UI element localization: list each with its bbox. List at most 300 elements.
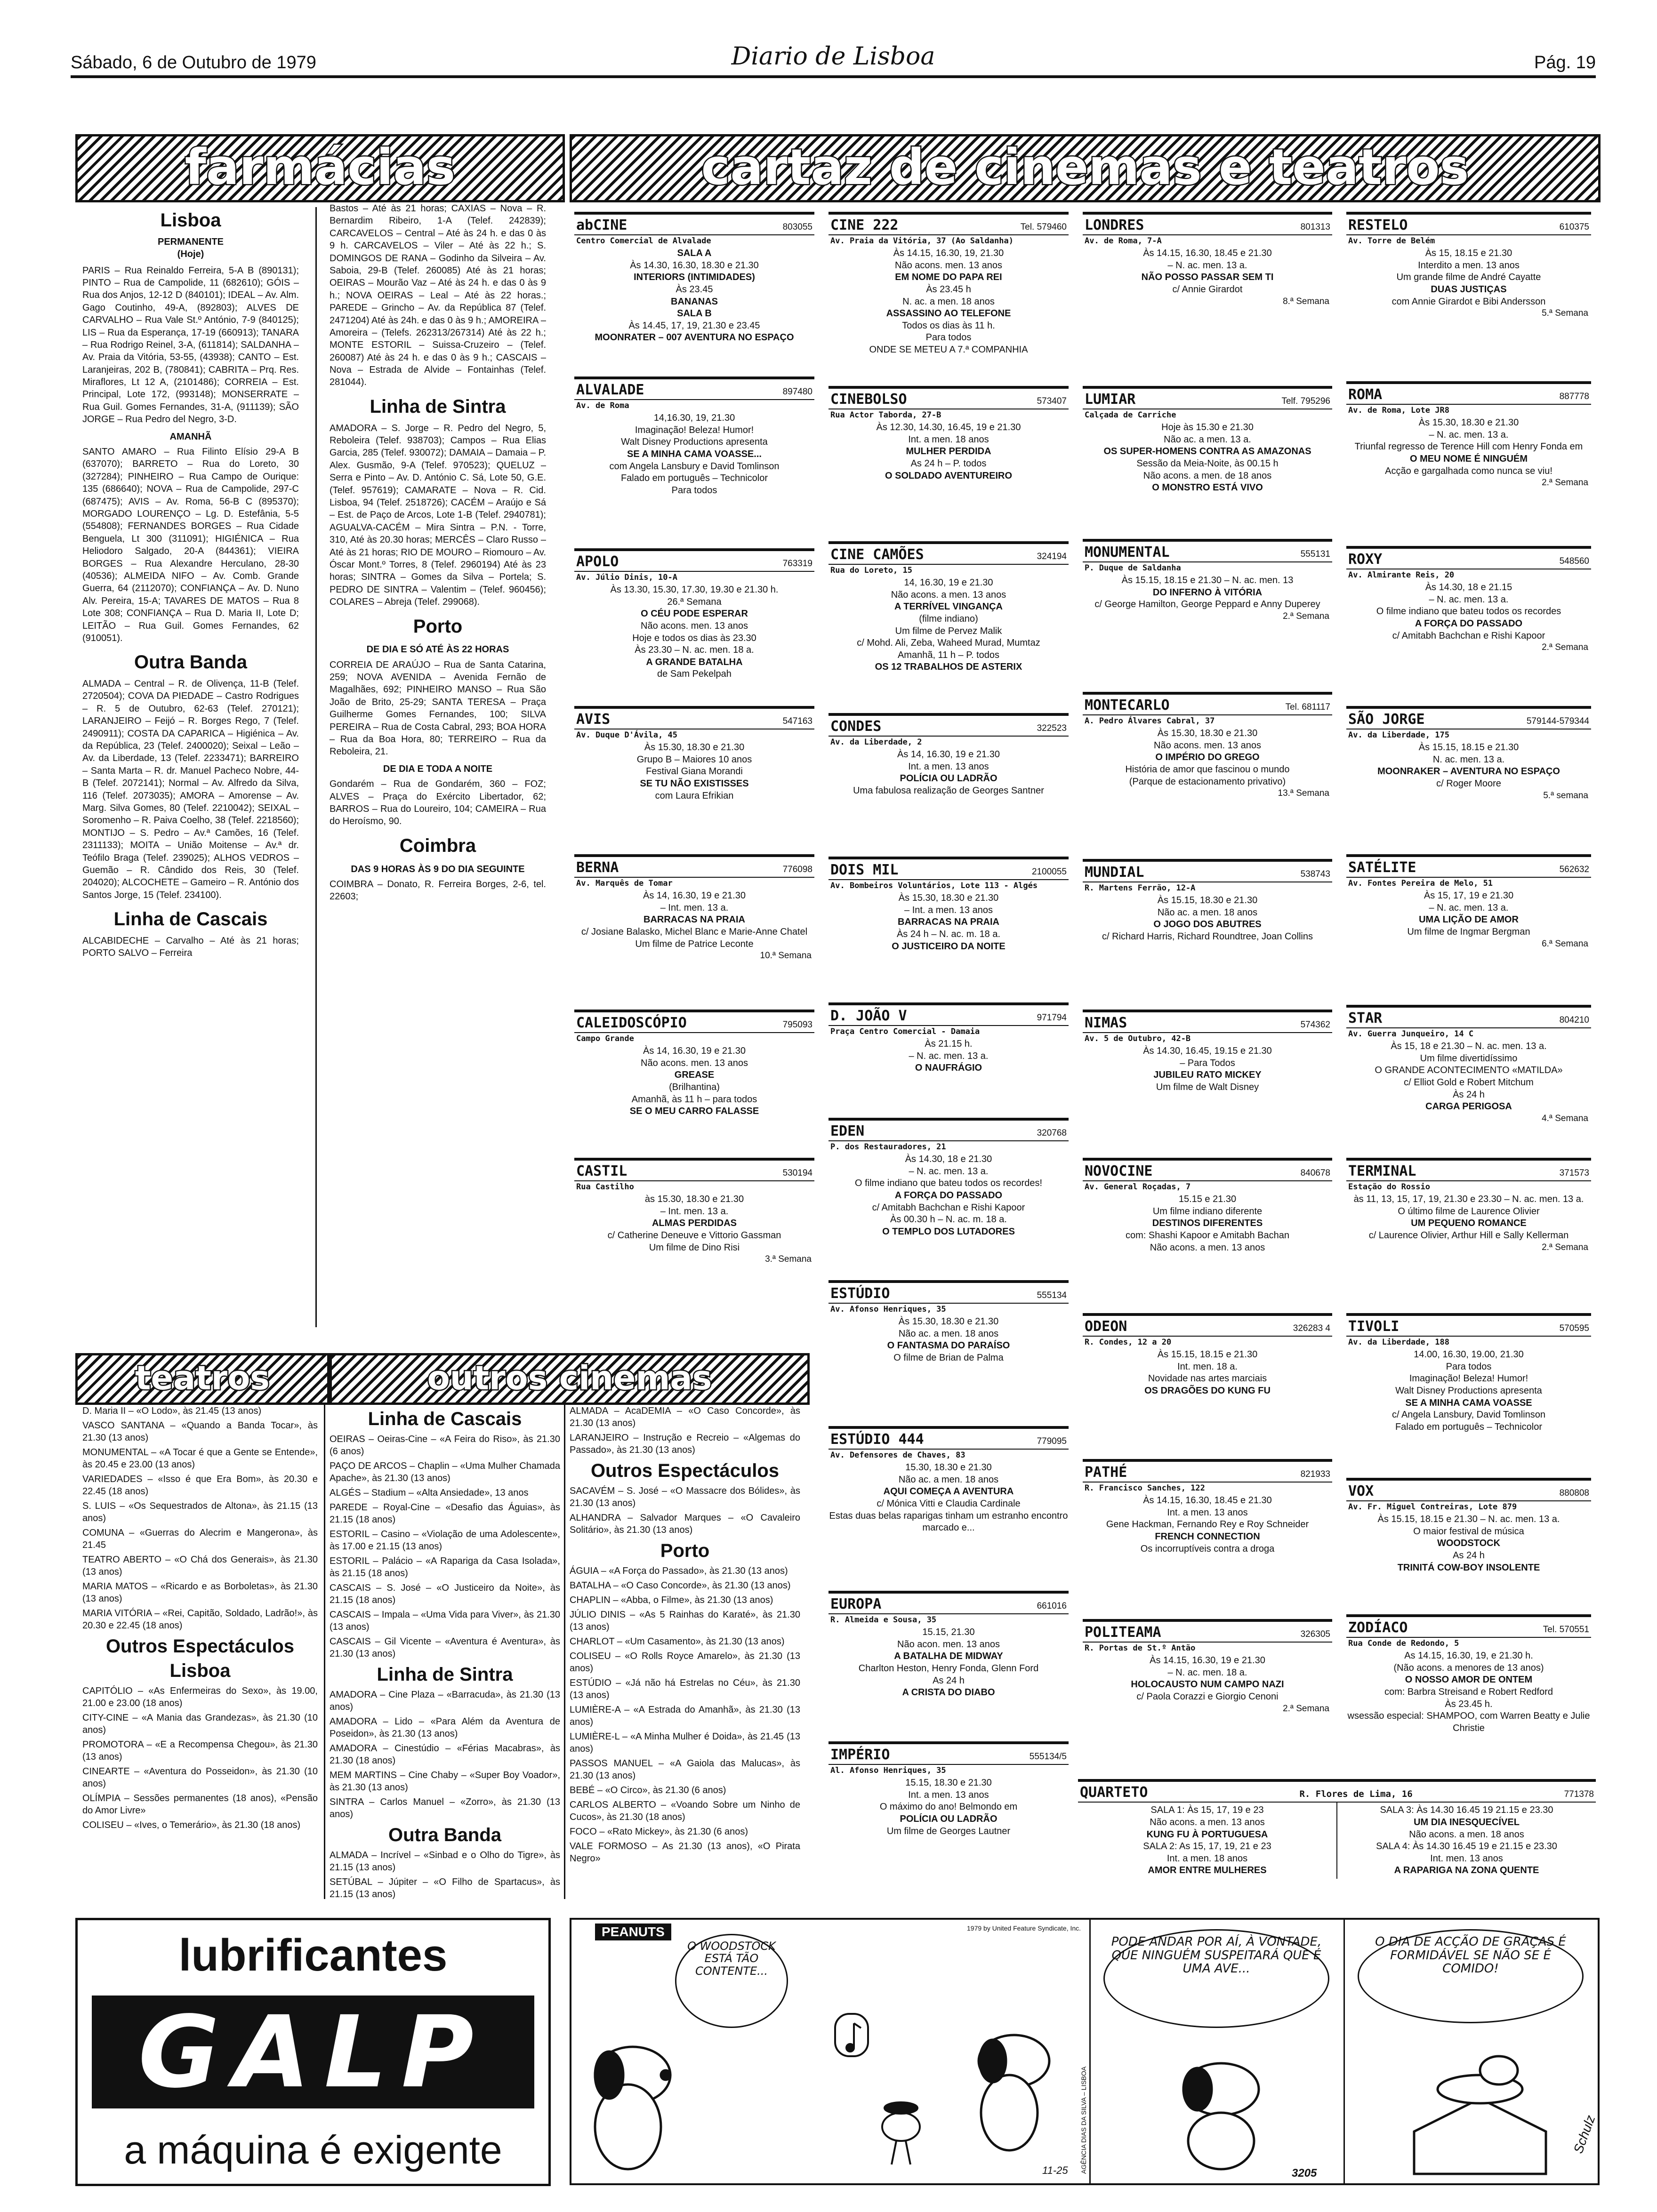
outros-item: AMADORA – Cine Plaza – «Barracuda», às 21.30 (13 anos) — [330, 1690, 560, 1712]
program-line: Um filme de Patrice Leconte — [635, 938, 754, 949]
cinema-listing — [1083, 1158, 1332, 1309]
outros-cinemas-col-1 — [330, 1405, 560, 1904]
program-line: Às 23.45 — [676, 284, 713, 295]
divider — [315, 207, 317, 1327]
program-line: SALA B — [677, 308, 712, 319]
program-line: c/ Laurence Olivier, Arthur Hill e Sally Kellerman — [1368, 1230, 1569, 1241]
program-line: Não acons. men. 13 anos — [641, 1058, 748, 1068]
cinema-name: IMPÉRIO 555134/5 — [828, 1744, 1069, 1765]
cinema-phone: 322523 — [1037, 723, 1067, 733]
sala-2-title: AMOR ENTRE MULHERES — [1148, 1865, 1267, 1876]
program-line: Às 23.45 h — [926, 284, 971, 295]
lisboa-heading: Lisboa — [160, 210, 221, 231]
program-line: Às 14.30, 16.45, 19.15 e 21.30 — [1143, 1046, 1272, 1057]
program-line: JUBILEU RATO MICKEY — [1153, 1070, 1262, 1081]
outros-porto-heading: Porto — [660, 1540, 710, 1561]
cinema-phone: 795093 — [782, 1020, 812, 1030]
cinema-name: ROMA 887778 — [1346, 384, 1591, 405]
cinema-address: Av. General Roçadas, 7 — [1085, 1182, 1191, 1192]
cinema-program — [1083, 728, 1332, 788]
permanente-heading: PERMANENTE — [157, 236, 224, 247]
program-line: O MONSTRO ESTÁ VIVO — [1152, 482, 1263, 493]
farmacias-col-2 — [330, 202, 546, 1337]
outros-item: LUMIÈRE-A – «A Estrada do Amanhã», às 21.30 (13 anos) — [570, 1705, 800, 1727]
cinema-address: Al. Afonso Henriques, 35 — [830, 1766, 946, 1776]
cinema-address: Av. Praia da Vitória, 37 (Ao Saldanha) — [830, 236, 1014, 246]
porto-list-2: Gondarém – Rua de Gondarém, 360 – FOZ; ALVES – Praça do Exército Libertador, 62; BARROS – Rua do Loureiro, 104; CAMEIRA – Rua do Heroísmo, 90. — [330, 779, 546, 827]
cinema-listing — [1083, 692, 1332, 855]
program-line: O maior festival de música — [1413, 1526, 1524, 1537]
teatro-item: COMUNA – «Guerras do Alecrim e Mangerona», às 21.45 — [82, 1528, 318, 1550]
program-line: Não acons. men. 13 anos — [641, 620, 748, 631]
sintra-heading: Linha de Sintra — [370, 396, 506, 417]
program-line: O NOSSO AMOR DE ONTEM — [1405, 1675, 1533, 1685]
cinema-name: SATÉLITE 562632 — [1346, 857, 1591, 878]
lisboa-amanha-list: SANTO AMARO – Rua Filinto Elísio 29-A B (637070); BARRETO – Rua do Loreto, 30 (327284); PINHEIRO – Rua Campo de Ourique: 135 (686640); NOVA – Rua de Campolide, 297-C (687475); AVIS – Av. Roma, 56-B C (895370); MORGADO LOURENÇO – Lg. D. Estefânia, 5-5 (554808); FERNANDES BORGES – Rua Cidade Benguela, Lt 300 (311091); HIGIÉNICA – Rua Heliodoro Salgado, 20-A (844361); VIEIRA BORGES – Rua Alexandre Herculano, 28-30 (40536); ALMEIDA NIFO – Av. Comb. Grande Guerra, 64 (2112070); CONFIANÇA – Av. D. Nuno Alv. Pereira, 15-A; TAVARES DE MATOS – Rua 8 Lote 308; CONFIANÇA – Rua D. Maria II, Lote D; LEITÃO – Rua Guil. Gomes Fernandes, 62 (910051). — [82, 447, 299, 643]
cinema-program — [1346, 1041, 1591, 1113]
program-line: Grupo B – Maiores 10 anos — [636, 754, 752, 765]
program-line: Às 15.15, 18.15 e 21.30 – N. ac. men. 13 a. — [1377, 1514, 1560, 1525]
cinema-program — [828, 749, 1069, 797]
cinema-name: D. JOÃO V 971794 — [828, 1005, 1069, 1026]
snoopy-drawing — [595, 2047, 670, 2169]
program-line: A TERRÍVEL VINGANÇA — [894, 601, 1003, 612]
outros-item: ALHANDRA – Salvador Marques – «O Cavaleiro Solitário», às 21.30 (13 anos) — [570, 1513, 800, 1535]
week-count: 5.ª Semana — [1542, 308, 1588, 319]
cinema-listing — [828, 1741, 1069, 1898]
cinema-program — [828, 1038, 1069, 1074]
cinema-name: MUNDIAL 538743 — [1083, 862, 1332, 882]
program-line: Hoje às 15.30 e 21.30 — [1161, 422, 1254, 433]
outros-item: ALMADA – Incrível – «Sinbad e o Olho do Tigre», às 21.15 (13 anos) — [330, 1850, 560, 1873]
cinema-phone: 555134/5 — [1029, 1752, 1067, 1762]
cinema-listing — [1083, 1459, 1332, 1615]
cinema-name: CINEBOLSO 573407 — [828, 389, 1069, 409]
cinema-phone: 548560 — [1559, 556, 1589, 566]
cartaz-banner: cartaz de cinemas e teatros — [570, 134, 1601, 202]
cinema-address: Av. da Liberdade, 175 — [1348, 730, 1449, 740]
cinema-listing — [574, 706, 814, 850]
cinema-address: Rua Castilho — [576, 1182, 634, 1192]
cinema-listing — [574, 548, 814, 702]
program-line: Para todos — [1446, 1361, 1492, 1372]
program-line: com Laura Efrikian — [655, 790, 734, 801]
snoopy-doghouse-drawing — [1414, 2056, 1546, 2174]
cinema-address: Av. Júlio Dinis, 10-A — [576, 573, 677, 583]
week-count: 2.ª Semana — [1283, 1703, 1329, 1714]
teatros-column — [82, 1405, 318, 1904]
program-line: FRENCH CONNECTION — [1155, 1531, 1260, 1542]
cinema-phone: 573407 — [1037, 396, 1067, 406]
cinema-phone: 897480 — [782, 387, 812, 397]
program-line: Triunfal regresso de Terence Hill com Henry Fonda em — [1354, 441, 1583, 452]
sala-3-times: SALA 3: Às 14.30 16.45 19 21.15 e 23.30 — [1380, 1805, 1553, 1816]
program-line: com: Shashi Kapoor e Amitabh Bachan — [1126, 1230, 1289, 1241]
outros-item: AMADORA – Cinestúdio – «Férias Macabras», às 21.30 (18 anos) — [330, 1743, 560, 1766]
outra-banda-heading: Outra Banda — [134, 652, 248, 673]
program-line: Às 23.30 – N. ac. men. 18 a. — [635, 645, 754, 656]
program-line: – N. ac. men. 13 a. — [1429, 594, 1509, 605]
teatro-item: MARIA MATOS – «Ricardo e as Borboletas», às 21.30 (13 anos) — [82, 1581, 318, 1604]
week-count: 2.ª Semana — [1542, 478, 1588, 488]
program-line: Int. a men. 13 anos — [1167, 1507, 1248, 1518]
speech-bubble-2: PODE ANDAR POR AÍ, À VONTADE, QUE NINGUÉM SUSPEITARÁ QUE É UMA AVE... — [1103, 1929, 1329, 2028]
cinema-listing — [1346, 854, 1591, 1001]
program-line: CARGA PERIGOSA — [1425, 1101, 1512, 1112]
program-line: Um filme de Georges Lautner — [886, 1826, 1011, 1836]
program-line: 15.30, 18.30 e 21.30 — [905, 1462, 992, 1473]
week-count: 2.ª Semana — [1283, 611, 1329, 621]
cinema-program — [574, 412, 814, 497]
cinema-phone: 776098 — [782, 865, 812, 874]
outros-item: LUMIÈRE-L – «A Minha Mulher é Doida», às 21.45 (13 anos) — [570, 1731, 800, 1754]
program-line: O NAUFRÁGIO — [915, 1063, 982, 1074]
program-line: As 24 h – P. todos — [910, 458, 987, 469]
outros-item: CASCAIS – S. José – «O Justiceiro da Noite», às 21.15 (18 anos) — [330, 1583, 560, 1605]
outros-item: PASSOS MANUEL – «A Gaiola das Malucas», às 21.30 (13 anos) — [570, 1758, 800, 1781]
outros-item: MEM MARTINS – Cine Chaby – «Super Boy Voador», às 21.30 (13 anos) — [330, 1770, 560, 1793]
cinema-name: CONDES 322523 — [828, 716, 1069, 737]
program-line: UMA LIÇÃO DE AMOR — [1419, 914, 1519, 925]
cinema-phone: 661016 — [1037, 1601, 1067, 1611]
cinema-program — [1346, 1194, 1591, 1242]
program-line: OS SUPER-HOMENS CONTRA AS AMAZONAS — [1103, 446, 1311, 457]
program-line: O filme indiano que bateu todos os recordes! — [854, 1178, 1043, 1189]
program-line: EM NOME DO PAPA REI — [895, 272, 1002, 283]
cinema-name: CALEIDOSCÓPIO 795093 — [574, 1012, 814, 1033]
cinema-name: ALVALADE 897480 — [574, 379, 814, 400]
outros-outra-banda-heading: Outra Banda — [388, 1825, 502, 1845]
program-line: Às 15.15, 18.15 e 21.30 — [1418, 742, 1519, 753]
cinema-program — [574, 584, 814, 681]
program-line: c/ Josiane Balasko, Michel Blanc e Marie-Anne Chatel — [581, 926, 808, 937]
program-line: As 24 h — [933, 1675, 965, 1686]
cinema-phone: 579144-579344 — [1526, 716, 1589, 726]
program-line: c/ George Hamilton, George Peppard e Anny Duperey — [1094, 599, 1320, 610]
cinema-address: R. Almeida e Sousa, 35 — [830, 1615, 937, 1625]
sala-1-rating: Não acons. a men. 13 anos — [1150, 1817, 1265, 1827]
strip-number: 3205 — [1292, 2167, 1317, 2180]
program-line: c/ Richard Harris, Richard Roundtree, Joan Collins — [1102, 931, 1313, 942]
woodstock-drawing — [882, 2102, 920, 2164]
program-line: Gene Hackman, Fernando Rey e Roy Schneider — [1106, 1519, 1309, 1530]
program-line: Todos os dias às 11 h. — [902, 320, 995, 331]
cinema-listing — [574, 1010, 814, 1154]
program-line: Às 15.15, 18.15 e 21.30 — [1157, 1349, 1258, 1360]
program-line: BANANAS — [671, 296, 718, 307]
cinema-phone: Tel. 579460 — [1020, 222, 1067, 232]
outros-item: CHARLOT – «Um Casamento», às 21.30 (13 anos) — [570, 1636, 785, 1647]
cinema-phone: 610375 — [1559, 222, 1589, 232]
program-line: ONDE SE METEU A 7.ª COMPANHIA — [869, 344, 1028, 355]
program-line: Não acons. a men. 13 anos — [1150, 1242, 1265, 1253]
cinema-program — [574, 890, 814, 950]
cinema-phone: 324194 — [1037, 552, 1067, 561]
program-line: AQUI COMEÇA A AVENTURA — [883, 1486, 1014, 1497]
program-line: O JUSTICEIRO DA NOITE — [892, 941, 1005, 952]
espectaculo-item: CITY-CINE – «A Mania das Grandezas», às 21.30 (10 anos) — [82, 1713, 318, 1735]
cinema-phone: 555134 — [1037, 1290, 1067, 1300]
sala-4-rating: Int. men. 13 anos — [1430, 1853, 1503, 1864]
cinema-program — [828, 1777, 1069, 1837]
program-line: Não ac. a men. 13 a. — [1164, 434, 1251, 445]
cinema-name: CINE 222 Tel. 579460 — [828, 215, 1069, 235]
cinema-phone: 763319 — [782, 559, 812, 569]
cinema-name: ESTÚDIO 444 779095 — [828, 1429, 1069, 1450]
program-line: Novidade nas artes marciais — [1148, 1373, 1267, 1384]
program-line: Às 14.15, 16.30, 19, 21.30 — [893, 248, 1004, 259]
cinema-name: BERNA 776098 — [574, 857, 814, 878]
program-line: Int. a men. 18 anos — [908, 434, 989, 445]
teatro-item: VARIEDADES – «Isso é que Era Bom», às 20.30 e 22.45 (18 anos) — [82, 1474, 318, 1497]
cinema-program — [1346, 582, 1591, 642]
program-line: Amanhã, às 11 h – para todos — [631, 1094, 757, 1105]
espectaculo-item: CAPITÓLIO – «As Enfermeiras do Sexo», às 19.00, 21.00 e 23.00 (18 anos) — [82, 1686, 318, 1708]
program-line: c/ Mohd. Ali, Zeba, Waheed Murad, Mumtaz — [857, 638, 1040, 649]
sala-1-title: KUNG FU À PORTUGUESA — [1146, 1829, 1268, 1840]
program-line: Charlton Heston, Henry Fonda, Glenn Ford — [858, 1663, 1039, 1674]
week-count: 2.ª Semana — [1542, 1242, 1588, 1252]
program-line: 15.15, 21.30 — [922, 1627, 975, 1638]
program-line: Às 00.30 h – N. ac. m. 18 a. — [890, 1214, 1007, 1225]
outros-cinemas-banner: outros cinemas — [330, 1353, 810, 1405]
cinema-name: MONUMENTAL 555131 — [1083, 542, 1332, 562]
ad-slogan: a máquina é exigente — [124, 2128, 502, 2172]
cinema-phone: 840678 — [1300, 1168, 1330, 1178]
program-line: – Int. men. 13 a. — [660, 1206, 729, 1217]
program-line: 14, 16.30, 19 e 21.30 — [904, 577, 993, 588]
week-count: 4.ª Semana — [1542, 1113, 1588, 1123]
outros-item: SETÚBAL – Júpiter – «O Filho de Spartacus», às 21.15 (13 anos) — [330, 1877, 560, 1899]
week-count: 10.ª Semana — [760, 951, 812, 961]
program-line: Festival Giana Morandi — [646, 766, 743, 777]
program-line: GREASE — [674, 1070, 715, 1081]
cinema-name: ROXY 548560 — [1346, 549, 1591, 569]
cinema-program — [828, 422, 1069, 482]
peanuts-comic-strip — [570, 1918, 1600, 2185]
porto-list: CORREIA DE ARAÚJO – Rua de Santa Catarina, 259; NOVA AVENIDA – Avenida Fernão de Magalhães, 692; PINHEIRO MANSO – Rua São João de Brito, 25-29; SANTA TERESA – Praça Guilherme Gomes Fernandes, 100; SILVA PEREIRA – Rua de Costa Cabral, 293; BOA HORA – Rua da Boa Hora, 80; TERREIRO – Rua da Reboleira, 21. — [330, 659, 546, 757]
program-line: Falado em português – Technicolor — [1395, 1421, 1543, 1432]
program-line: O filme de Brian de Palma — [893, 1352, 1004, 1363]
program-line: O IMPÉRIO DO GREGO — [1155, 752, 1260, 763]
cinema-address: A. Pedro Álvares Cabral, 37 — [1085, 716, 1215, 726]
program-line: Às 14.30, 16.30, 18.30 e 21.30 — [630, 260, 759, 271]
cinema-listing — [574, 1158, 814, 1328]
cinema-name: CINE CAMÕES 324194 — [828, 544, 1069, 565]
program-line: Às 14.15, 16.30, 18.45 e 21.30 — [1143, 1495, 1272, 1506]
ad-top-text: lubrificantes — [178, 1930, 448, 1980]
program-line: – N. ac. men. 13 a. — [909, 1050, 989, 1061]
cinema-program — [1083, 1194, 1332, 1254]
cinema-name: TERMINAL 371573 — [1346, 1161, 1591, 1181]
cinema-program — [1346, 1650, 1591, 1734]
program-line: Não acons. a men. de 18 anos — [1143, 470, 1272, 481]
cinema-phone: 538743 — [1300, 869, 1330, 879]
program-line: História de amor que fascinou o mundo — [1125, 764, 1290, 775]
cinema-listing — [1346, 212, 1591, 377]
cinema-listing — [1346, 1614, 1591, 1771]
program-line: OS 12 TRABALHOS DE ASTERIX — [875, 662, 1022, 673]
program-line: (Brilhantina) — [669, 1082, 720, 1092]
cinema-program — [1083, 1349, 1332, 1397]
cinema-program — [828, 892, 1069, 953]
outros-cinemas-col-2 — [570, 1405, 800, 1904]
program-line: NÃO POSSO PASSAR SEM TI — [1141, 272, 1274, 283]
espectaculo-item: COLISEU – «Ives, o Temerário», às 21.30 (18 anos) — [82, 1820, 301, 1830]
program-line: Um filme divertidíssimo — [1420, 1053, 1518, 1064]
program-line: Os incorruptíveis contra a droga — [1140, 1543, 1275, 1554]
issue-date: Sábado, 6 de Outubro de 1979 — [71, 53, 316, 72]
cinema-name: abCINE 803055 — [574, 215, 814, 235]
cinema-address: Av. Torre de Belém — [1348, 236, 1435, 246]
espectaculo-item: CINEARTE – «Aventura do Posseidon», às 21.30 (10 anos) — [82, 1766, 318, 1789]
program-line: Amanhã, 11 h – P. todos — [897, 649, 1000, 660]
cinema-program — [574, 742, 814, 802]
cinema-name: RESTELO 610375 — [1346, 215, 1591, 235]
cinema-address: R. Francisco Sanches, 122 — [1085, 1483, 1205, 1493]
speech-bubble-3: O DIA DE ACÇÃO DE GRAÇAS É FORMIDÁVEL SE NÃO SE É COMIDO! — [1358, 1929, 1584, 2023]
hoje-heading: (Hoje) — [177, 249, 204, 260]
program-line: 26.ª Semana — [667, 596, 722, 607]
espectaculo-item: OLÍMPIA – Sessões permanentes (18 anos), «Pensão do Amor Livre» — [82, 1793, 318, 1816]
cinema-name: ODEON 326283 4 — [1083, 1316, 1332, 1337]
program-line: Uma fabulosa realização de Georges Santner — [853, 785, 1044, 796]
divider — [564, 1405, 565, 1899]
galp-advertisement — [75, 1918, 551, 2186]
cascais-heading: Linha de Cascais — [113, 909, 268, 930]
cinema-program — [574, 248, 814, 344]
program-line: Às 24 h – N. ac. m. 18 a. — [896, 929, 1001, 939]
program-line: Às 24 h — [1453, 1089, 1485, 1100]
program-line: – N. ac. men. 13 a. — [909, 1166, 989, 1177]
program-line: c/ Angela Lansbury, David Tomlinson — [1392, 1410, 1546, 1420]
program-line: Às 23.45 h. — [1445, 1699, 1493, 1709]
outros-item: SACAVÉM – S. José – «O Massacre dos Bólides», às 21.30 (13 anos) — [570, 1486, 800, 1508]
outros-item: JÚLIO DINIS – «As 5 Rainhas do Karaté», às 21.30 (13 anos) — [570, 1610, 800, 1632]
outros-item: AMADORA – Lido – «Para Além da Aventura de Poseidon», às 21.30 (13 anos) — [330, 1716, 560, 1739]
program-line: SE O MEU CARRO FALASSE — [629, 1106, 759, 1117]
program-line: c/ Mónica Vitti e Claudia Cardinale — [877, 1498, 1021, 1509]
program-line: 14.00, 16.30, 19.00, 21.30 — [1414, 1349, 1524, 1360]
cinema-program — [828, 1316, 1069, 1364]
cinema-program — [1083, 1495, 1332, 1555]
cinema-program — [574, 1045, 814, 1118]
cinema-address: Av. Duque D'Ávila, 45 — [576, 730, 677, 740]
cinema-program — [1083, 1655, 1332, 1703]
cinema-name: ZODÍACO Tel. 570551 — [1346, 1617, 1591, 1638]
cinema-address: Av. da Liberdade, 2 — [830, 737, 922, 747]
program-line: Int. men. 18 a. — [1177, 1361, 1238, 1372]
program-line: O SOLDADO AVENTUREIRO — [885, 470, 1012, 481]
program-line: O FANTASMA DO PARAÍSO — [887, 1340, 1010, 1351]
cinema-phone: Tel. 570551 — [1543, 1625, 1589, 1635]
speech-bubble-1: O WOODSTOCK ESTÁ TÃO CONTENTE... — [675, 1934, 788, 2028]
program-line: Não acons. men. 13 anos — [895, 260, 1002, 271]
program-line: Às 14, 16.30, 19 e 21.30 — [643, 1046, 746, 1057]
cinema-listing — [1346, 1478, 1591, 1611]
teatro-item: S. LUIS – «Os Sequestrados de Altona», às 21.15 (13 anos) — [82, 1501, 318, 1523]
program-line: Não acons. men. 13 anos — [1154, 740, 1261, 751]
coimbra-subheading: DAS 9 HORAS ÀS 9 DO DIA SEGUINTE — [351, 864, 525, 874]
program-line: A GRANDE BATALHA — [646, 657, 743, 667]
cinema-program — [1346, 890, 1591, 938]
agency-credit: AGÊNCIA DIAS DA SILVA – LISBOA — [1080, 2066, 1087, 2174]
teatro-item: D. Maria II – «O Lodo», às 21.45 (13 anos) — [82, 1406, 262, 1416]
cinema-listing — [1346, 1313, 1591, 1474]
program-line: Às 15.30, 18.30 e 21.30 — [1157, 728, 1258, 739]
cinema-phone: 880808 — [1559, 1488, 1589, 1498]
cinema-phone: 326305 — [1300, 1629, 1330, 1639]
outros-item: CASCAIS – Gil Vicente – «Aventura é Aventura», às 21.30 (13 anos) — [330, 1636, 560, 1659]
cinema-phone: 562632 — [1559, 865, 1589, 874]
cinema-name: AVIS 547163 — [574, 709, 814, 729]
program-line: com: Barbra Streisand e Robert Redford — [1384, 1686, 1553, 1697]
program-line: Um filme indiano diferente — [1152, 1206, 1263, 1217]
cinema-name: PATHÉ 821933 — [1083, 1462, 1332, 1483]
program-line: às 15.30, 18.30 e 21.30 — [644, 1194, 744, 1205]
cinema-program — [828, 577, 1069, 673]
cinema-phone: 2100055 — [1032, 867, 1067, 877]
program-line: – Para Todos — [1180, 1058, 1235, 1068]
program-line: Às 15.30, 18.30 e 21.30 — [898, 893, 999, 904]
cinema-program — [828, 1462, 1069, 1534]
cinema-listing — [1083, 386, 1332, 535]
sala-3-title: UM DIA INESQUECÍVEL — [1414, 1817, 1520, 1827]
cinema-name: NOVOCINE 840678 — [1083, 1161, 1332, 1181]
program-line: Às 15.30, 18.30 e 21.30 — [644, 742, 745, 753]
cinema-phone: Tel. 681117 — [1285, 702, 1330, 712]
cinema-program — [1083, 422, 1332, 494]
cinema-program — [828, 1627, 1069, 1699]
cinema-address: Rua Conde de Redondo, 5 — [1348, 1639, 1459, 1649]
program-line: DUAS JUSTIÇAS — [1431, 284, 1507, 295]
cinema-phone: 887778 — [1559, 392, 1589, 401]
cinema-address: Av. Almirante Reis, 20 — [1348, 570, 1455, 580]
program-line: MOONRAKER – AVENTURA NO ESPAÇO — [1377, 766, 1560, 777]
teatros-banner: teatros — [75, 1353, 330, 1405]
masthead: Diario de Lisboa — [731, 42, 935, 71]
porto-heading: Porto — [413, 616, 463, 637]
program-line: (filme indiano) — [919, 613, 978, 624]
program-line: Int. a men. 13 anos — [908, 761, 989, 772]
program-line: Às 14, 16.30, 19 e 21.30 — [643, 890, 746, 901]
program-line: O filme indiano que bateu todos os recordes — [1376, 606, 1561, 617]
cinema-program — [1083, 895, 1332, 943]
program-line: Às 15, 17, 19 e 21.30 — [1424, 890, 1514, 901]
cinema-phone: 804210 — [1559, 1015, 1589, 1025]
program-line: ASSASSINO AO TELEFONE — [886, 308, 1011, 319]
program-line: SALA A — [677, 248, 712, 259]
program-line: A CRISTA DO DIABO — [902, 1687, 995, 1698]
program-line: Um grande filme de André Cayatte — [1396, 272, 1541, 283]
cinema-name: POLITEAMA 326305 — [1083, 1622, 1332, 1643]
cinema-name: APOLO 763319 — [574, 551, 814, 572]
sala-1-times: SALA 1: Às 15, 17, 19 e 23 — [1150, 1805, 1264, 1816]
program-line: Para todos — [671, 485, 717, 496]
program-line: Int. a men. 13 anos — [908, 1789, 989, 1800]
program-line: O GRANDE ACONTECIMENTO «MATILDA» — [1375, 1065, 1563, 1076]
cinema-address: R. Condes, 12 a 20 — [1085, 1338, 1172, 1347]
cinema-listing — [1346, 546, 1591, 702]
program-line: c/ Catherine Deneuve e Vittorio Gassman — [607, 1230, 781, 1241]
cinema-address: R. Martens Ferrão, 12-A — [1085, 883, 1196, 893]
strip-date: 11-25 — [1042, 2164, 1068, 2176]
cinema-listing — [1346, 1005, 1591, 1154]
cinema-program — [828, 1154, 1069, 1238]
cinema-name: QUARTETO R. Flores de Lima, 16 771378 — [1078, 1782, 1596, 1803]
cinema-listing — [828, 1280, 1069, 1422]
program-line: Para todos — [925, 332, 972, 343]
